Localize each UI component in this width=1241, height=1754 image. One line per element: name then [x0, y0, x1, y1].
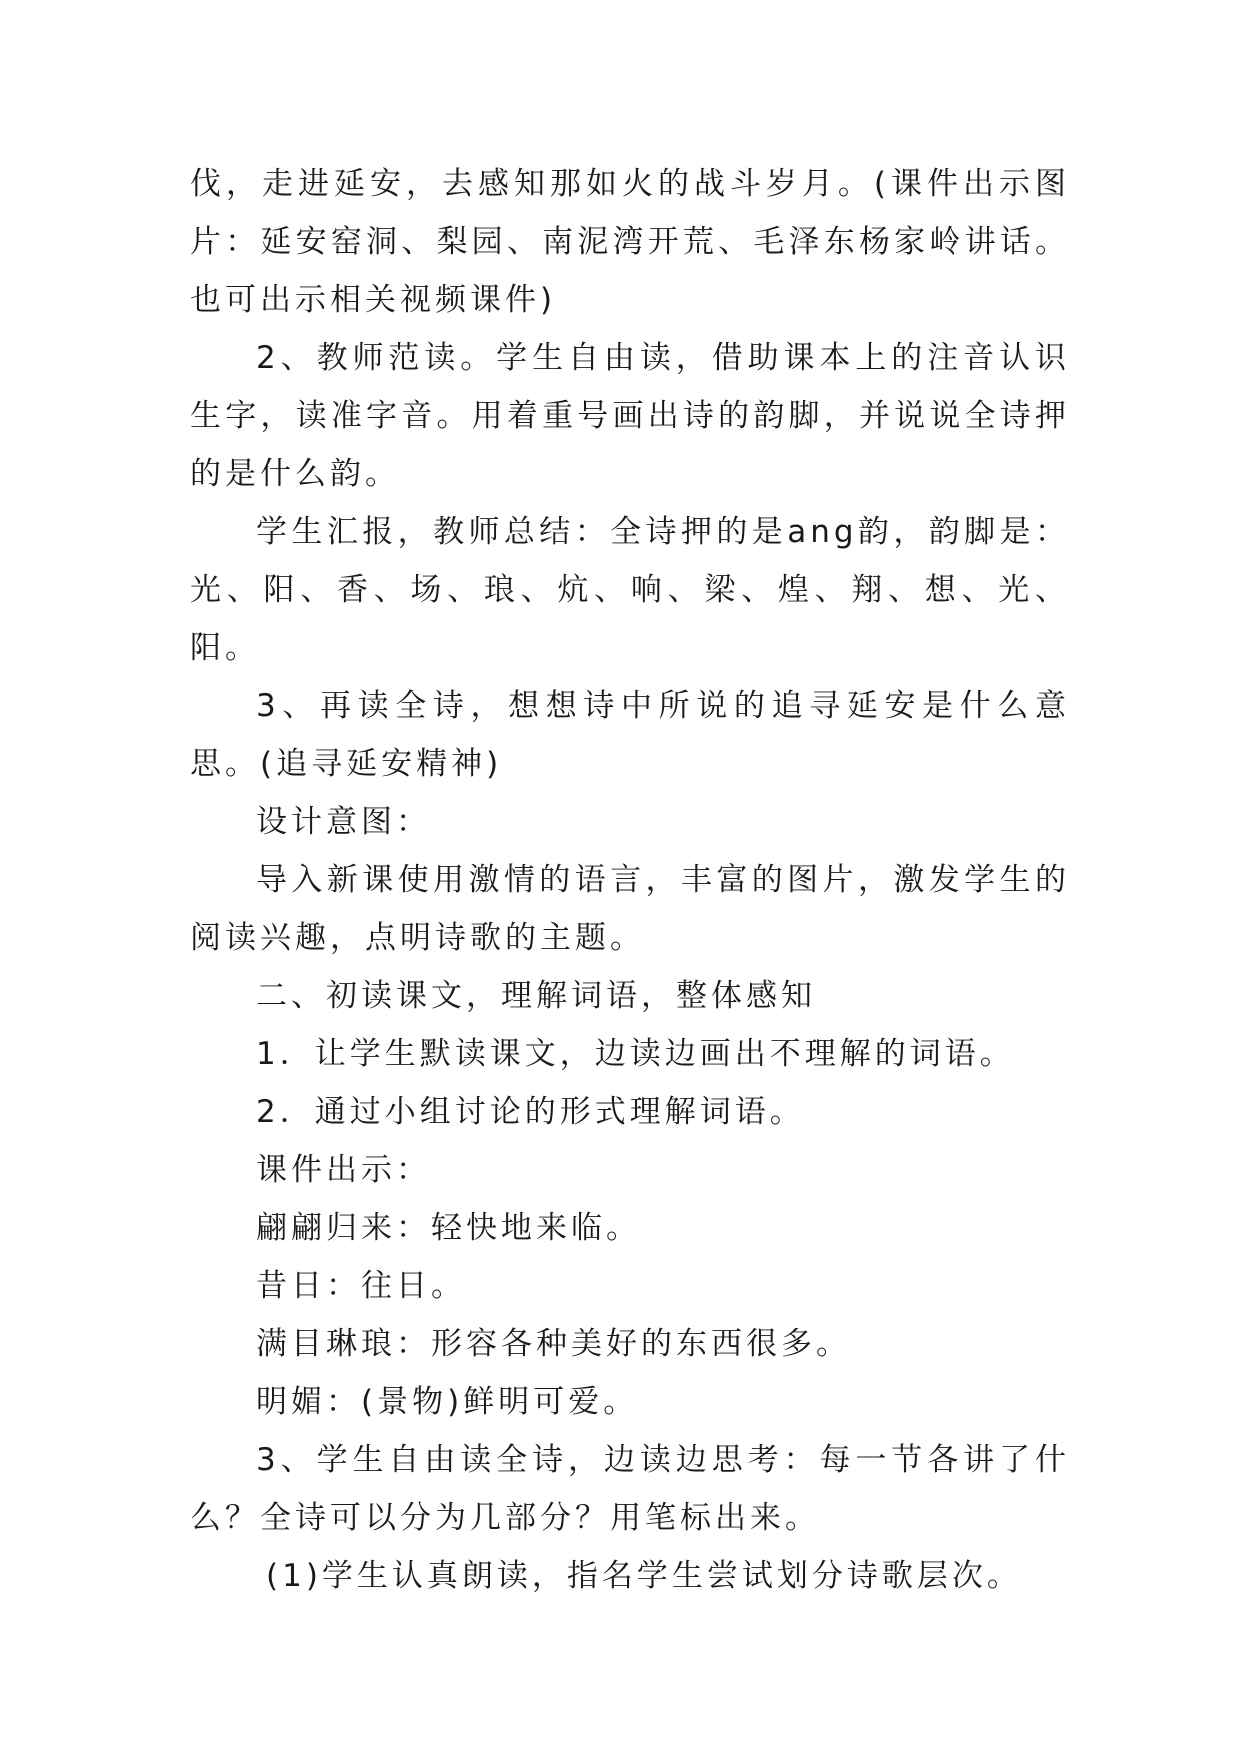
section-heading-initial-reading: 二、初读课文，理解词语，整体感知 [256, 978, 816, 1014]
paragraph-student-report: 学生汇报，教师总结：全诗押的是ang韵，韵脚是：光、阳、香、场、琅、炕、响、梁、煌、翔、想、光、阳。 [190, 514, 1070, 666]
paragraph-design-intent-label: 设计意图： [256, 804, 431, 840]
paragraph-division-task: (1)学生认真朗读，指名学生尝试划分诗歌层次。 [266, 1558, 1022, 1594]
document-body [190, 155, 1070, 1605]
paragraph-design-intent: 导入新课使用激情的语言，丰富的图片，激发学生的阅读兴趣，点明诗歌的主题。 [190, 862, 1070, 956]
list-item-group-discussion: 2．通过小组讨论的形式理解词语。 [256, 1094, 805, 1130]
paragraph-reread-poem: 3、再读全诗，想想诗中所说的追寻延安是什么意思。(追寻延安精神) [190, 688, 1070, 782]
vocab-item-pianpian: 翩翩归来：轻快地来临。 [256, 1210, 641, 1246]
paragraph-teacher-reading: 2、教师范读。学生自由读，借助课本上的注音认识生字，读准字音。用着重号画出诗的韵脚，并说说全诗押的是什么韵。 [190, 340, 1070, 492]
paragraph-free-reading: 3、学生自由读全诗，边读边思考：每一节各讲了什么？全诗可以分为几部分？用笔标出来。 [190, 1442, 1070, 1536]
vocab-item-xiri: 昔日：往日。 [256, 1268, 466, 1304]
paragraph-courseware-label: 课件出示： [256, 1152, 431, 1188]
paragraph-intro-continuation: 伐，走进延安，去感知那如火的战斗岁月。(课件出示图片：延安窑洞、梨园、南泥湾开荒、毛泽东杨家岭讲话。也可出示相关视频课件) [190, 166, 1070, 318]
vocab-item-mingmei: 明媚：(景物)鲜明可爱。 [256, 1384, 639, 1420]
vocab-item-manmu-linlang: 满目琳琅：形容各种美好的东西很多。 [256, 1326, 851, 1362]
list-item-silent-reading: 1．让学生默读课文，边读边画出不理解的词语。 [256, 1036, 1015, 1072]
